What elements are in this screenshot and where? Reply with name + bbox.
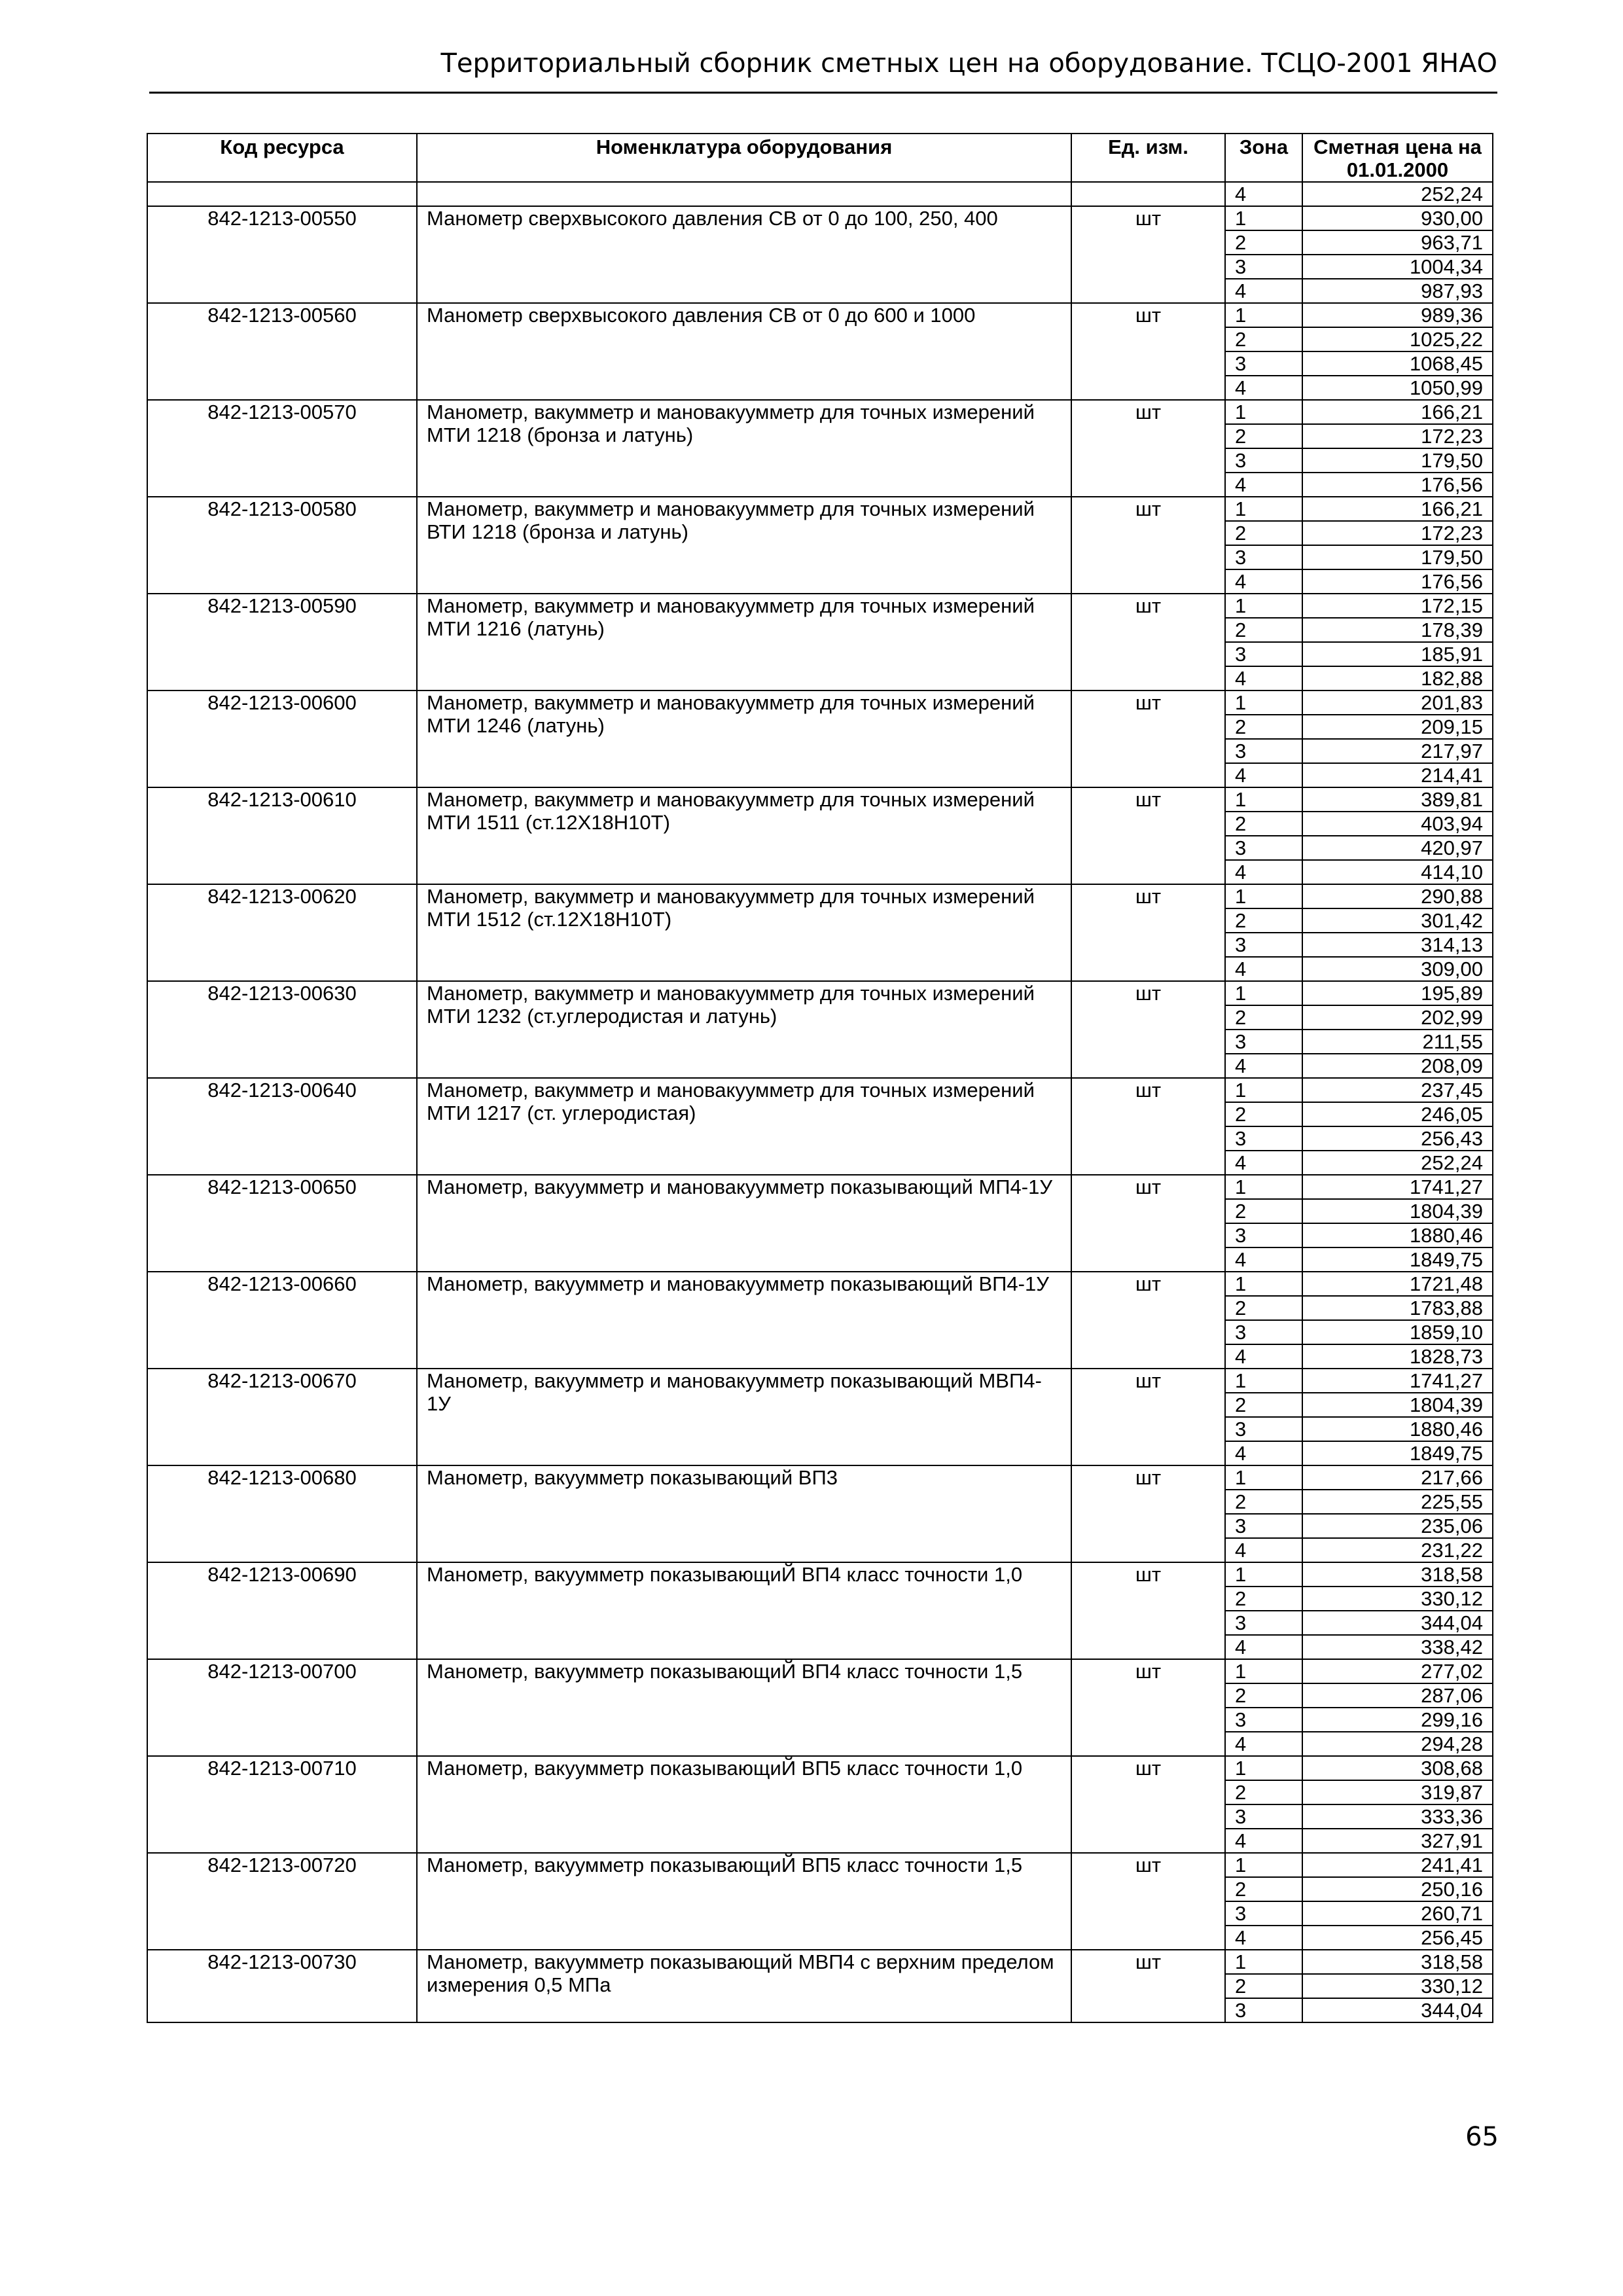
price-cell: 179,50 — [1302, 545, 1493, 569]
price-cell: 963,71 — [1302, 230, 1493, 255]
zone-cell: 1 — [1225, 400, 1302, 424]
unit-cell: шт — [1071, 1756, 1225, 1853]
price-cell: 252,24 — [1302, 1151, 1493, 1175]
column-header-zone: Зона — [1225, 134, 1302, 182]
price-cell: 1783,88 — [1302, 1296, 1493, 1320]
zone-cell: 3 — [1225, 642, 1302, 666]
zone-cell: 4 — [1225, 1054, 1302, 1078]
equipment-name-cell: Манометр, вакуумметр показывающиЙ ВП4 класс точности 1,5 — [417, 1659, 1071, 1756]
zone-cell: 1 — [1225, 1175, 1302, 1199]
column-header-code: Код ресурса — [147, 134, 417, 182]
price-cell: 1849,75 — [1302, 1247, 1493, 1272]
equipment-name-cell: Манометр, вакуумметр показывающиЙ ВП4 класс точности 1,0 — [417, 1562, 1071, 1659]
equipment-name-cell: Манометр, вакуумметр и мановакуумметр показывающий ВП4-1У — [417, 1272, 1071, 1369]
price-cell: 989,36 — [1302, 303, 1493, 327]
price-cell: 176,56 — [1302, 569, 1493, 594]
zone-cell: 2 — [1225, 908, 1302, 933]
price-cell: 420,97 — [1302, 836, 1493, 860]
price-cell: 214,41 — [1302, 763, 1493, 787]
unit-cell: шт — [1071, 1950, 1225, 2022]
zone-cell: 1 — [1225, 1950, 1302, 1974]
price-cell: 208,09 — [1302, 1054, 1493, 1078]
table-row — [147, 303, 1493, 327]
zone-cell: 4 — [1225, 376, 1302, 400]
equipment-name-cell: Манометр, вакумметр и мановакуумметр для точных измерений ВТИ 1218 (бронза и латунь) — [417, 497, 1071, 594]
unit-cell: шт — [1071, 1175, 1225, 1272]
table-row — [147, 787, 1493, 812]
resource-code-cell: 842-1213-00580 — [147, 497, 417, 594]
zone-cell: 2 — [1225, 521, 1302, 545]
unit-cell-empty — [1071, 182, 1225, 206]
price-cell: 231,22 — [1302, 1538, 1493, 1562]
unit-cell: шт — [1071, 691, 1225, 787]
zone-cell: 4 — [1225, 957, 1302, 981]
price-cell: 1849,75 — [1302, 1441, 1493, 1465]
price-cell: 290,88 — [1302, 884, 1493, 908]
unit-cell: шт — [1071, 206, 1225, 303]
price-cell: 930,00 — [1302, 206, 1493, 230]
price-cell: 1741,27 — [1302, 1369, 1493, 1393]
unit-cell: шт — [1071, 981, 1225, 1078]
price-cell: 172,23 — [1302, 424, 1493, 448]
unit-cell: шт — [1071, 594, 1225, 691]
zone-cell: 2 — [1225, 424, 1302, 448]
resource-code-cell: 842-1213-00650 — [147, 1175, 417, 1272]
table-row — [147, 1272, 1493, 1296]
price-cell: 1025,22 — [1302, 327, 1493, 351]
zone-cell: 2 — [1225, 327, 1302, 351]
zone-cell: 1 — [1225, 981, 1302, 1005]
price-cell: 217,66 — [1302, 1465, 1493, 1490]
unit-cell: шт — [1071, 400, 1225, 497]
resource-code-cell: 842-1213-00630 — [147, 981, 417, 1078]
price-cell: 277,02 — [1302, 1659, 1493, 1683]
zone-cell: 2 — [1225, 812, 1302, 836]
price-cell: 327,91 — [1302, 1829, 1493, 1853]
table-row — [147, 1950, 1493, 1974]
price-cell: 182,88 — [1302, 666, 1493, 691]
equipment-name-cell: Манометр, вакумметр и мановакуумметр для точных измерений МТИ 1216 (латунь) — [417, 594, 1071, 691]
zone-cell: 3 — [1225, 351, 1302, 376]
table-row — [147, 1756, 1493, 1780]
resource-code-cell: 842-1213-00640 — [147, 1078, 417, 1175]
price-cell: 166,21 — [1302, 497, 1493, 521]
zone-cell: 2 — [1225, 715, 1302, 739]
equipment-name-cell: Манометр, вакуумметр показывающий ВП3 — [417, 1465, 1071, 1562]
zone-cell: 3 — [1225, 1708, 1302, 1732]
price-cell: 1050,99 — [1302, 376, 1493, 400]
zone-cell: 1 — [1225, 303, 1302, 327]
price-cell: 202,99 — [1302, 1005, 1493, 1030]
price-cell: 333,36 — [1302, 1804, 1493, 1829]
price-cell: 299,16 — [1302, 1708, 1493, 1732]
zone-cell: 1 — [1225, 497, 1302, 521]
table-header — [147, 134, 1493, 182]
price-cell: 172,23 — [1302, 521, 1493, 545]
equipment-name-cell: Манометр, вакумметр и мановакуумметр для точных измерений МТИ 1218 (бронза и латунь) — [417, 400, 1071, 497]
zone-cell: 4 — [1225, 1441, 1302, 1465]
unit-cell: шт — [1071, 1465, 1225, 1562]
zone-cell: 2 — [1225, 1490, 1302, 1514]
zone-cell: 1 — [1225, 594, 1302, 618]
price-cell: 237,45 — [1302, 1078, 1493, 1102]
table-row — [147, 1078, 1493, 1102]
equipment-name-cell: Манометр, вакумметр и мановакуумметр для точных измерений МТИ 1217 (ст. углеродистая) — [417, 1078, 1071, 1175]
price-cell: 246,05 — [1302, 1102, 1493, 1126]
zone-cell: 4 — [1225, 1538, 1302, 1562]
equipment-name-cell: Манометр, вакуумметр показывающий МВП4 с верхним пределом измерения 0,5 МПа — [417, 1950, 1071, 2022]
zone-cell: 4 — [1225, 1926, 1302, 1950]
price-cell: 225,55 — [1302, 1490, 1493, 1514]
zone-cell: 3 — [1225, 836, 1302, 860]
price-cell: 179,50 — [1302, 448, 1493, 473]
price-cell: 301,42 — [1302, 908, 1493, 933]
equipment-name-cell: Манометр сверхвысокого давления СВ от 0 до 600 и 1000 — [417, 303, 1071, 400]
equipment-name-cell: Манометр, вакуумметр и мановакуумметр показывающий МП4-1У — [417, 1175, 1071, 1272]
zone-cell: 2 — [1225, 1296, 1302, 1320]
zone-cell: 4 — [1225, 1829, 1302, 1853]
resource-code-cell: 842-1213-00700 — [147, 1659, 417, 1756]
zone-cell: 4 — [1225, 279, 1302, 303]
zone-cell: 2 — [1225, 1005, 1302, 1030]
price-cell: 318,58 — [1302, 1562, 1493, 1587]
price-cell: 185,91 — [1302, 642, 1493, 666]
zone-cell: 3 — [1225, 1126, 1302, 1151]
price-cell: 211,55 — [1302, 1030, 1493, 1054]
price-cell: 260,71 — [1302, 1901, 1493, 1926]
table-row — [147, 1659, 1493, 1683]
price-cell: 294,28 — [1302, 1732, 1493, 1756]
zone-cell: 2 — [1225, 230, 1302, 255]
unit-cell: шт — [1071, 884, 1225, 981]
header-divider — [149, 92, 1497, 94]
price-cell: 338,42 — [1302, 1635, 1493, 1659]
table-body — [147, 182, 1493, 2022]
zone-cell: 4 — [1225, 1732, 1302, 1756]
name-cell-empty — [417, 182, 1071, 206]
unit-cell: шт — [1071, 1272, 1225, 1369]
price-cell: 201,83 — [1302, 691, 1493, 715]
equipment-name-cell: Манометр, вакумметр и мановакуумметр для точных измерений МТИ 1232 (ст.углеродистая и латунь) — [417, 981, 1071, 1078]
zone-cell: 3 — [1225, 1514, 1302, 1538]
price-cell: 1721,48 — [1302, 1272, 1493, 1296]
price-cell: 330,12 — [1302, 1587, 1493, 1611]
zone-cell: 1 — [1225, 1465, 1302, 1490]
price-cell: 1880,46 — [1302, 1417, 1493, 1441]
equipment-name-cell: Манометр, вакуумметр и мановакуумметр показывающий МВП4-1У — [417, 1369, 1071, 1465]
zone-cell: 1 — [1225, 1659, 1302, 1683]
price-cell: 987,93 — [1302, 279, 1493, 303]
zone-cell: 2 — [1225, 1199, 1302, 1223]
price-cell: 414,10 — [1302, 860, 1493, 884]
zone-cell: 4 — [1225, 1635, 1302, 1659]
price-cell: 403,94 — [1302, 812, 1493, 836]
table-row — [147, 400, 1493, 424]
zone-cell: 1 — [1225, 691, 1302, 715]
price-cell: 172,15 — [1302, 594, 1493, 618]
unit-cell: шт — [1071, 497, 1225, 594]
unit-cell: шт — [1071, 1078, 1225, 1175]
price-cell: 209,15 — [1302, 715, 1493, 739]
zone-cell: 3 — [1225, 933, 1302, 957]
equipment-name-cell: Манометр, вакумметр и мановакуумметр для точных измерений МТИ 1512 (ст.12Х18Н10Т) — [417, 884, 1071, 981]
table-row — [147, 1465, 1493, 1490]
price-cell: 176,56 — [1302, 473, 1493, 497]
equipment-price-table — [147, 133, 1493, 2023]
zone-cell: 4 — [1225, 473, 1302, 497]
zone-cell: 3 — [1225, 1611, 1302, 1635]
zone-cell: 1 — [1225, 1272, 1302, 1296]
zone-cell: 2 — [1225, 1683, 1302, 1708]
equipment-name-cell: Манометр, вакумметр и мановакуумметр для точных измерений МТИ 1511 (ст.12Х18Н10Т) — [417, 787, 1071, 884]
resource-code-cell: 842-1213-00690 — [147, 1562, 417, 1659]
table-row-continuation — [147, 182, 1493, 206]
table-row — [147, 1175, 1493, 1199]
zone-cell: 2 — [1225, 1974, 1302, 1998]
table-row — [147, 1853, 1493, 1877]
price-cell: 256,43 — [1302, 1126, 1493, 1151]
price-cell: 256,45 — [1302, 1926, 1493, 1950]
equipment-name-cell: Манометр сверхвысокого давления СВ от 0 до 100, 250, 400 — [417, 206, 1071, 303]
zone-cell: 3 — [1225, 1998, 1302, 2022]
zone-cell: 4 — [1225, 763, 1302, 787]
price-cell: 1828,73 — [1302, 1344, 1493, 1369]
resource-code-cell: 842-1213-00710 — [147, 1756, 417, 1853]
zone-cell: 2 — [1225, 1877, 1302, 1901]
unit-cell: шт — [1071, 303, 1225, 400]
price-cell: 287,06 — [1302, 1683, 1493, 1708]
resource-code-cell: 842-1213-00560 — [147, 303, 417, 400]
price-cell: 1004,34 — [1302, 255, 1493, 279]
table-row — [147, 884, 1493, 908]
zone-cell: 4 — [1225, 1151, 1302, 1175]
price-cell: 314,13 — [1302, 933, 1493, 957]
zone-cell: 2 — [1225, 1780, 1302, 1804]
unit-cell: шт — [1071, 1562, 1225, 1659]
resource-code-cell: 842-1213-00730 — [147, 1950, 417, 2022]
table-row — [147, 594, 1493, 618]
zone-cell: 4 — [1225, 182, 1302, 206]
table-row — [147, 981, 1493, 1005]
zone-cell: 2 — [1225, 1102, 1302, 1126]
zone-cell: 4 — [1225, 1344, 1302, 1369]
zone-cell: 3 — [1225, 255, 1302, 279]
code-cell-empty — [147, 182, 417, 206]
price-cell: 252,24 — [1302, 182, 1493, 206]
price-cell: 1859,10 — [1302, 1320, 1493, 1344]
document-header-title: Территориальный сборник сметных цен на оборудование. ТСЦО-2001 ЯНАО — [440, 48, 1497, 79]
price-cell: 344,04 — [1302, 1611, 1493, 1635]
unit-cell: шт — [1071, 1853, 1225, 1950]
zone-cell: 3 — [1225, 545, 1302, 569]
unit-cell: шт — [1071, 1369, 1225, 1465]
column-header-price: Сметная цена на 01.01.2000 — [1302, 134, 1493, 182]
price-cell: 319,87 — [1302, 1780, 1493, 1804]
resource-code-cell: 842-1213-00590 — [147, 594, 417, 691]
zone-cell: 3 — [1225, 1223, 1302, 1247]
price-cell: 1741,27 — [1302, 1175, 1493, 1199]
zone-cell: 4 — [1225, 860, 1302, 884]
price-cell: 250,16 — [1302, 1877, 1493, 1901]
zone-cell: 1 — [1225, 206, 1302, 230]
price-cell: 1804,39 — [1302, 1199, 1493, 1223]
zone-cell: 1 — [1225, 1853, 1302, 1877]
zone-cell: 3 — [1225, 448, 1302, 473]
table-row — [147, 497, 1493, 521]
price-cell: 308,68 — [1302, 1756, 1493, 1780]
column-header-unit: Ед. изм. — [1071, 134, 1225, 182]
zone-cell: 4 — [1225, 1247, 1302, 1272]
zone-cell: 1 — [1225, 1369, 1302, 1393]
resource-code-cell: 842-1213-00550 — [147, 206, 417, 303]
zone-cell: 3 — [1225, 1320, 1302, 1344]
zone-cell: 2 — [1225, 618, 1302, 642]
price-cell: 241,41 — [1302, 1853, 1493, 1877]
resource-code-cell: 842-1213-00570 — [147, 400, 417, 497]
table-header-row — [147, 134, 1493, 182]
price-cell: 318,58 — [1302, 1950, 1493, 1974]
zone-cell: 4 — [1225, 666, 1302, 691]
equipment-name-cell: Манометр, вакуумметр показывающиЙ ВП5 класс точности 1,0 — [417, 1756, 1071, 1853]
price-cell: 1068,45 — [1302, 351, 1493, 376]
table-row — [147, 206, 1493, 230]
zone-cell: 2 — [1225, 1587, 1302, 1611]
resource-code-cell: 842-1213-00680 — [147, 1465, 417, 1562]
zone-cell: 1 — [1225, 787, 1302, 812]
table-row — [147, 1562, 1493, 1587]
table-row — [147, 1369, 1493, 1393]
zone-cell: 3 — [1225, 1417, 1302, 1441]
price-cell: 389,81 — [1302, 787, 1493, 812]
equipment-name-cell: Манометр, вакуумметр показывающиЙ ВП5 класс точности 1,5 — [417, 1853, 1071, 1950]
zone-cell: 1 — [1225, 884, 1302, 908]
price-cell: 344,04 — [1302, 1998, 1493, 2022]
resource-code-cell: 842-1213-00660 — [147, 1272, 417, 1369]
resource-code-cell: 842-1213-00720 — [147, 1853, 417, 1950]
resource-code-cell: 842-1213-00670 — [147, 1369, 417, 1465]
price-cell: 330,12 — [1302, 1974, 1493, 1998]
price-cell: 195,89 — [1302, 981, 1493, 1005]
resource-code-cell: 842-1213-00610 — [147, 787, 417, 884]
zone-cell: 3 — [1225, 1030, 1302, 1054]
resource-code-cell: 842-1213-00620 — [147, 884, 417, 981]
zone-cell: 2 — [1225, 1393, 1302, 1417]
price-cell: 309,00 — [1302, 957, 1493, 981]
zone-cell: 1 — [1225, 1756, 1302, 1780]
price-cell: 235,06 — [1302, 1514, 1493, 1538]
table-row — [147, 691, 1493, 715]
zone-cell: 3 — [1225, 1901, 1302, 1926]
unit-cell: шт — [1071, 787, 1225, 884]
equipment-name-cell: Манометр, вакумметр и мановакуумметр для точных измерений МТИ 1246 (латунь) — [417, 691, 1071, 787]
page-number: 65 — [1465, 2122, 1499, 2152]
price-cell: 178,39 — [1302, 618, 1493, 642]
price-cell: 166,21 — [1302, 400, 1493, 424]
price-cell: 1880,46 — [1302, 1223, 1493, 1247]
price-cell: 1804,39 — [1302, 1393, 1493, 1417]
zone-cell: 1 — [1225, 1562, 1302, 1587]
column-header-name: Номенклатура оборудования — [417, 134, 1071, 182]
resource-code-cell: 842-1213-00600 — [147, 691, 417, 787]
price-cell: 217,97 — [1302, 739, 1493, 763]
zone-cell: 3 — [1225, 739, 1302, 763]
zone-cell: 4 — [1225, 569, 1302, 594]
zone-cell: 1 — [1225, 1078, 1302, 1102]
unit-cell: шт — [1071, 1659, 1225, 1756]
zone-cell: 3 — [1225, 1804, 1302, 1829]
